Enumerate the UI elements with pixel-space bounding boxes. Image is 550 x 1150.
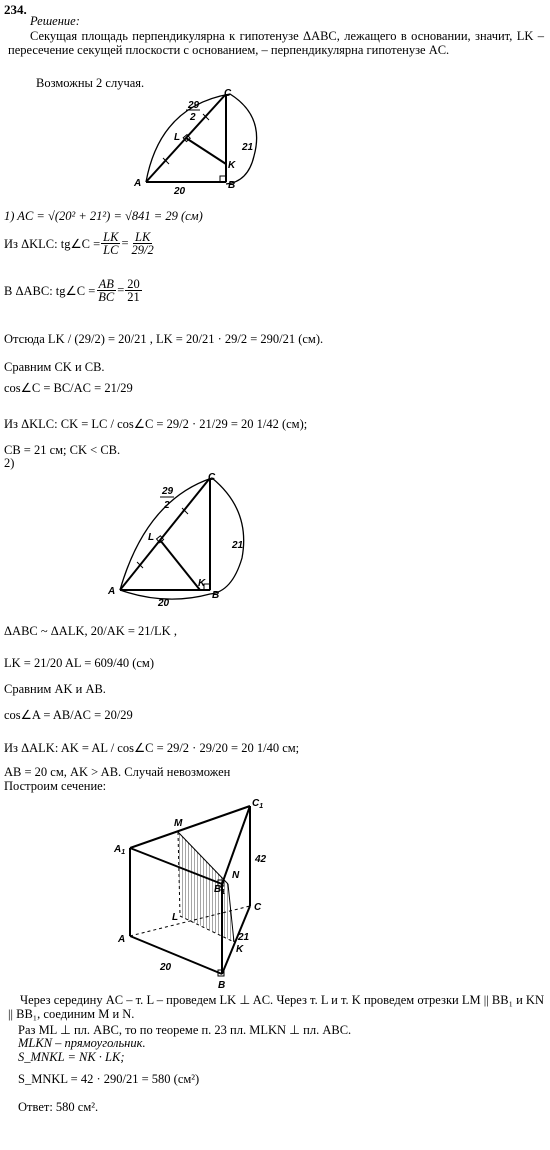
two-cases-text: Возможны 2 случая. — [36, 76, 145, 90]
fig3-label-a: A — [118, 934, 126, 945]
case1-line3-pre: В ΔABC: tg∠C = — [4, 283, 96, 298]
fig3-label-bc: 21 — [238, 932, 250, 943]
case2-line5: Из ΔALK: AK = AL / cos∠C = 29/2 · 29/20 = 20 1/40 см; — [4, 741, 300, 755]
case2-line7: Построим сечение: — [4, 779, 107, 793]
case2-line4: cos∠A = AB/AC = 20/29 — [4, 708, 133, 722]
solution-heading: Решение: — [30, 14, 80, 28]
fig3-label-a1: $A_1$ — [114, 844, 126, 856]
case1-l3-eq: = — [117, 283, 125, 297]
case2-line3: Сравним AK и AB. — [4, 682, 106, 696]
case2-line6: AB = 20 см, AK > AB. Случай невозможен — [4, 765, 231, 779]
figure-case-2 — [106, 470, 266, 610]
final-paragraph-1: Через середину AC – т. L – проведем LK ⊥ AC. Через т. L и т. K проведем отрезки LM || BB₁ и KN || BB₁, соединим M и N. — [8, 993, 544, 1021]
case1-line5: Сравним CK и CB. — [4, 360, 105, 374]
fig3-label-m: M — [174, 818, 183, 829]
fig2-label-a: A — [108, 586, 116, 597]
fig3-label-n: N — [232, 870, 240, 881]
fig3-label-c: C — [254, 902, 262, 913]
fig3-label-b: B — [218, 980, 226, 991]
fig2-label-k: K — [198, 578, 206, 589]
final-paragraph-5: S_MNKL = 42 · 290/21 = 580 (см²) — [18, 1072, 200, 1086]
figure-prism-section — [110, 792, 280, 992]
case1-l3-f2-top: 20 — [127, 277, 140, 291]
case1-l2-f2-bot: 29/2 — [131, 243, 154, 257]
case2-line2: LK = 21/20 AL = 609/40 (см) — [4, 656, 154, 670]
intro-paragraph: Секущая площадь перпендикулярна к гипотенузе ΔABC, лежащего в основании, значит, LK – пересечение секущей плоскости с основанием, – перпендикулярна гипотенузе AC. — [8, 29, 544, 57]
case2-label: 2) — [4, 456, 15, 470]
case1-line2 — [4, 231, 157, 256]
case1-line2-pre: Из ΔKLC: tg∠C = — [4, 236, 101, 251]
fig3-label-b1: $B_1$ — [214, 884, 226, 896]
fig2-label-bc: 21 — [232, 540, 244, 551]
fig1-label-ab: 20 — [174, 186, 186, 197]
case1-l3-f2-bot: 21 — [127, 290, 140, 304]
fig2-label-ab: 20 — [158, 598, 170, 609]
case1-l2-eq: = — [121, 236, 129, 250]
fig1-label-lc-num: 29 — [188, 100, 200, 111]
fig2-label-lc-num: 29 — [162, 486, 174, 497]
case1-line4: Отсюда LK / (29/2) = 20/21 , LK = 20/21 · 29/2 = 290/21 (см). — [4, 332, 324, 346]
fig1-label-b: B — [228, 180, 236, 191]
fig1-label-c: C — [224, 88, 232, 99]
fig3-label-h: 42 — [255, 854, 267, 865]
case1-line1: 1) AC = √(20² + 21²) = √841 = 29 (см) — [4, 209, 203, 223]
fig1-label-bc: 21 — [242, 142, 254, 153]
case1-l3-f1-bot: BC — [98, 290, 115, 304]
final-answer: Ответ: 580 см². — [18, 1100, 99, 1114]
fig3-label-l: L — [172, 912, 179, 923]
case1-line8: CB = 21 см; CK < CB. — [4, 443, 121, 457]
final-paragraph-2: Раз ML ⊥ пл. ABC, то по теореме п. 23 пл. MLKN ⊥ пл. ABC. — [18, 1023, 352, 1037]
fig2-label-l: L — [148, 532, 155, 543]
figure-case-1 — [130, 86, 280, 198]
case1-line7: Из ΔKLC: CK = LC / cos∠C = 29/2 · 21/29 = 20 1/42 (см); — [4, 417, 308, 431]
case1-line6: cos∠C = BC/AC = 21/29 — [4, 381, 133, 395]
fig2-label-lc-den: 2 — [164, 500, 170, 511]
fig1-label-a: A — [134, 178, 142, 189]
case1-l3-f1-top: AB — [98, 277, 114, 291]
case1-line3 — [4, 278, 143, 303]
final-paragraph-3: MLKN – прямоугольник. — [18, 1036, 146, 1050]
fig3-label-ab: 20 — [160, 962, 172, 973]
fig1-label-lc-den: 2 — [190, 112, 196, 123]
fig3-label-c1: $C_1$ — [252, 798, 264, 810]
problem-number: 234. — [4, 2, 27, 17]
fig2-label-c: C — [208, 472, 216, 483]
case2-line1: ΔABC ~ ΔALK, 20/AK = 21/LK , — [4, 624, 177, 638]
fig2-label-b: B — [212, 590, 220, 601]
case1-l2-f1-bot: LC — [103, 243, 119, 257]
fig1-label-k: K — [228, 160, 236, 171]
final-paragraph-4: S_MNKL = NK · LK; — [18, 1050, 125, 1064]
case1-l2-f1-top: LK — [103, 230, 119, 244]
fig1-label-l: L — [174, 132, 181, 143]
case1-l2-f2-top: LK — [135, 230, 151, 244]
fig3-label-k: K — [236, 944, 244, 955]
